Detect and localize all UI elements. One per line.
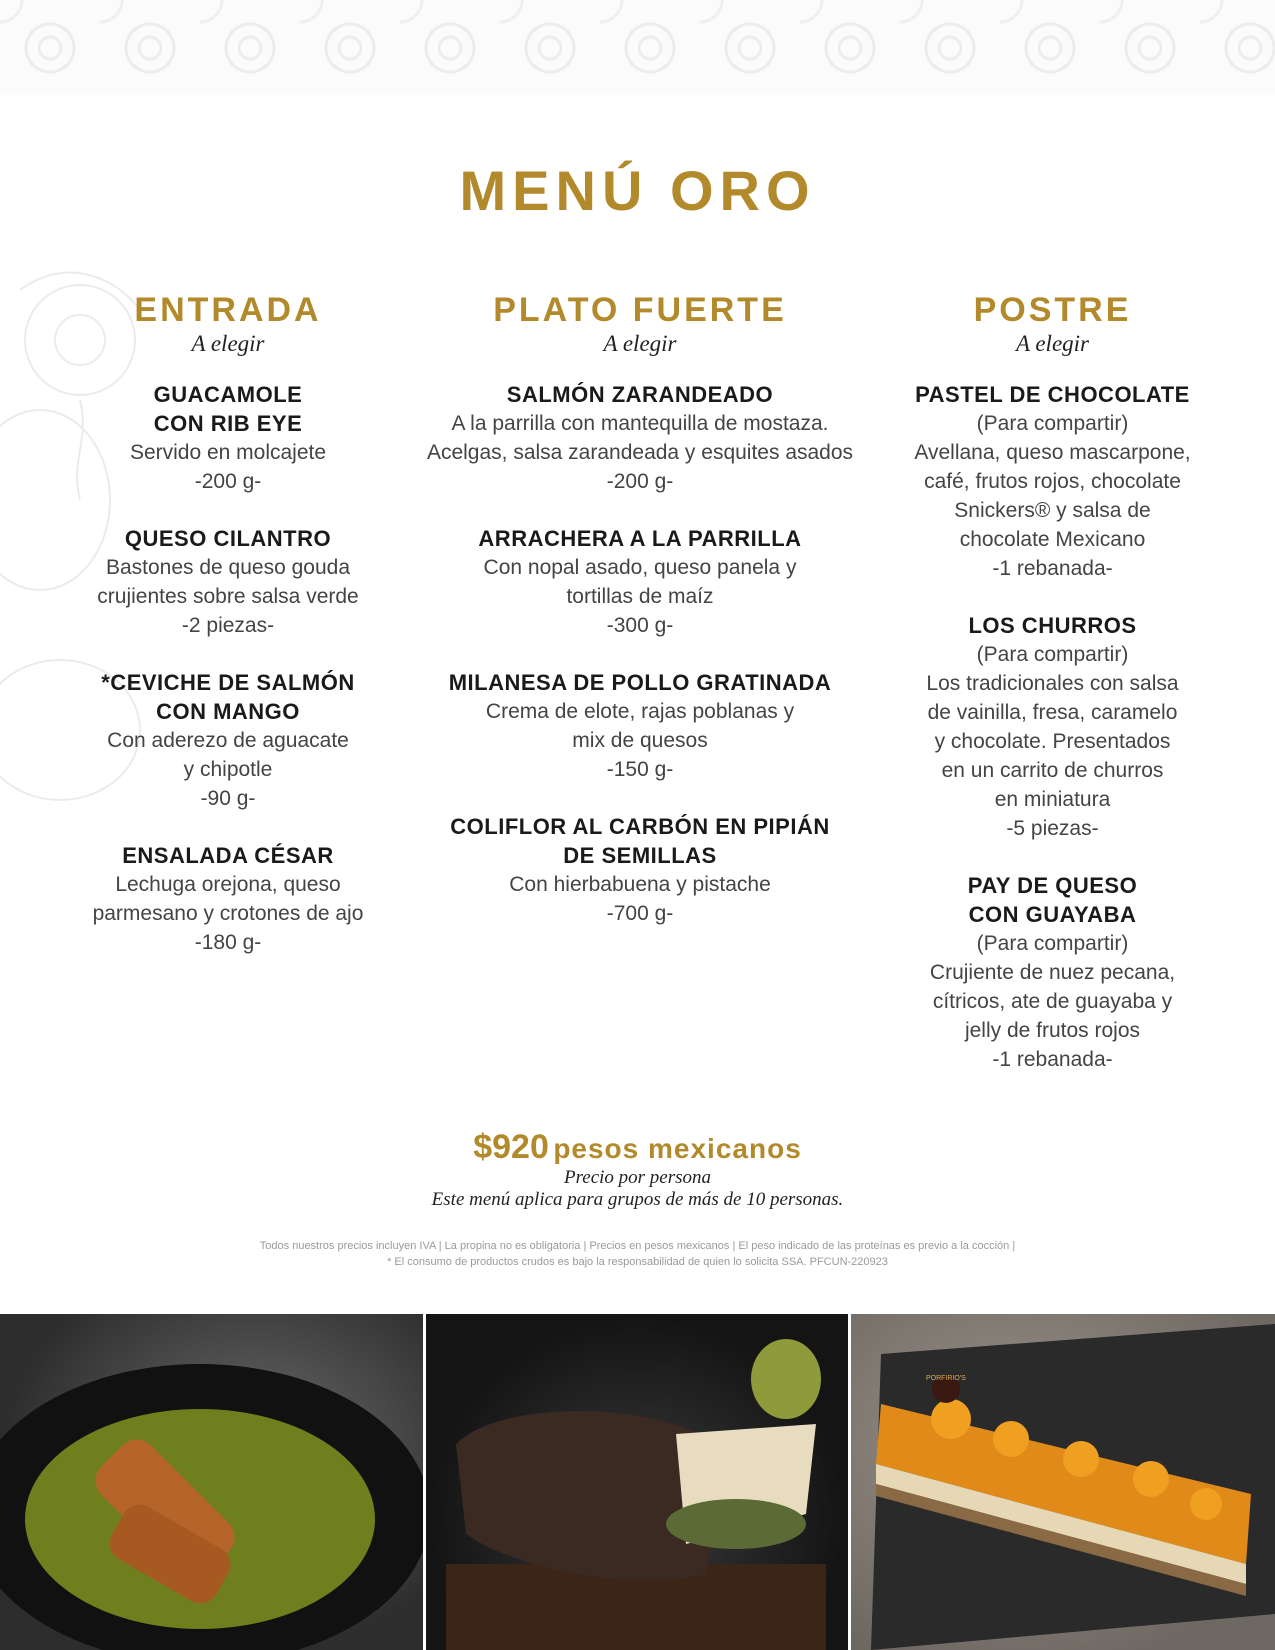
item-portion: -300 g-: [606, 614, 674, 637]
item-portion: -5 piezas-: [1006, 817, 1099, 840]
column-postre: [895, 290, 1210, 1102]
item-name: COLIFLOR AL CARBÓN EN PIPIÁN DE SEMILLAS: [450, 814, 830, 868]
column-subheading: A elegir: [191, 331, 265, 356]
column-plato-fuerte: [420, 290, 860, 956]
photo-queso-cilantro: [0, 1314, 423, 1650]
menu-item: [420, 524, 860, 640]
item-portion: -200 g-: [606, 470, 674, 493]
column-subheading: A elegir: [603, 331, 677, 356]
brand-label: PORFIRIO'S: [926, 1375, 966, 1382]
item-portion: -1 rebanada-: [992, 557, 1113, 580]
item-name: PAY DE QUESO CON GUAYABA: [967, 873, 1138, 927]
menu-item: [895, 871, 1210, 1074]
menu-item: [78, 841, 378, 957]
item-description: Con aderezo de aguacate y chipotle: [107, 729, 349, 781]
item-description: A la parrilla con mantequilla de mostaza. Acelgas, salsa zarandeada y esquites asados: [426, 412, 854, 464]
dish-illustration: [426, 1314, 848, 1650]
menu-item: [895, 380, 1210, 583]
item-note: (Para compartir): [976, 643, 1129, 666]
dish-illustration: [851, 1314, 1275, 1650]
price-block: [0, 1128, 1275, 1211]
item-description: Los tradicionales con salsa de vainilla, fresa, caramelo y chocolate. Presentados en un carrito de churros en miniatura: [926, 672, 1179, 811]
item-note: (Para compartir): [976, 412, 1129, 435]
price-amount: $920: [473, 1128, 549, 1166]
fine-print: Todos nuestros precios incluyen IVA | La propina no es obligatoria | Precios en pesos mexicanos | El peso indicado de las proteínas es previo a la cocción | * El consumo de productos crudos es bajo la responsabilidad de quien lo solicita SSA. PFCUN-220923: [259, 1240, 1016, 1268]
item-portion: -2 piezas-: [181, 614, 275, 637]
dish-illustration: [0, 1314, 423, 1650]
item-portion: -150 g-: [606, 758, 674, 781]
price-currency: pesos mexicanos: [553, 1133, 802, 1164]
price-line: [0, 1128, 1275, 1167]
menu-item: [420, 668, 860, 784]
item-name: SALMÓN ZARANDEADO: [506, 382, 774, 407]
item-description: Con nopal asado, queso panela y tortillas de maíz: [483, 556, 797, 608]
item-portion: -700 g-: [606, 902, 674, 925]
item-description: Con hierbabuena y pistache: [509, 873, 771, 896]
group-note: Este menú aplica para grupos de más de 10 personas.: [431, 1189, 844, 1210]
column-subheading: A elegir: [1015, 331, 1090, 356]
item-description: Crema de elote, rajas poblanas y mix de quesos: [485, 700, 795, 752]
item-portion: -180 g-: [194, 931, 262, 954]
menu-item: [78, 524, 378, 640]
item-portion: -200 g-: [194, 470, 262, 493]
item-description: Servido en molcajete: [129, 441, 327, 464]
menu-item: [78, 668, 378, 813]
item-name: QUESO CILANTRO: [124, 526, 332, 551]
column-heading: POSTRE: [973, 291, 1132, 329]
menu-item: [895, 611, 1210, 843]
item-name: LOS CHURROS: [968, 613, 1137, 638]
photo-pay-de-queso: [851, 1314, 1275, 1650]
item-portion: -90 g-: [200, 787, 256, 810]
column-heading: ENTRADA: [134, 291, 322, 329]
item-description: Lechuga orejona, queso parmesano y crotones de ajo: [92, 873, 364, 925]
column-entrada: [78, 290, 378, 985]
item-description: Avellana, queso mascarpone, café, frutos rojos, chocolate Snickers® y salsa de chocolate Mexicano: [914, 441, 1191, 551]
item-name: GUACAMOLE CON RIB EYE: [153, 382, 303, 436]
item-description: Crujiente de nuez pecana, cítricos, ate de guayaba y jelly de frutos rojos: [929, 961, 1176, 1042]
menu-item: [78, 380, 378, 496]
page-title: MENÚ ORO: [459, 159, 816, 222]
menu-item: [420, 380, 860, 496]
price-per-person: Precio por persona: [563, 1167, 712, 1188]
photo-arrachera: [426, 1314, 848, 1650]
column-heading: PLATO FUERTE: [493, 291, 787, 329]
item-description: Bastones de queso gouda crujientes sobre salsa verde: [97, 556, 359, 608]
item-name: PASTEL DE CHOCOLATE: [915, 382, 1190, 407]
item-name: ENSALADA CÉSAR: [122, 843, 334, 868]
decorative-pattern-band: [0, 0, 1275, 95]
item-portion: -1 rebanada-: [992, 1048, 1113, 1071]
item-name: ARRACHERA A LA PARRILLA: [478, 526, 802, 551]
menu-item: [420, 812, 860, 928]
item-note: (Para compartir): [976, 932, 1129, 955]
item-name: MILANESA DE POLLO GRATINADA: [448, 670, 832, 695]
item-name: *CEVICHE DE SALMÓN CON MANGO: [101, 670, 355, 724]
